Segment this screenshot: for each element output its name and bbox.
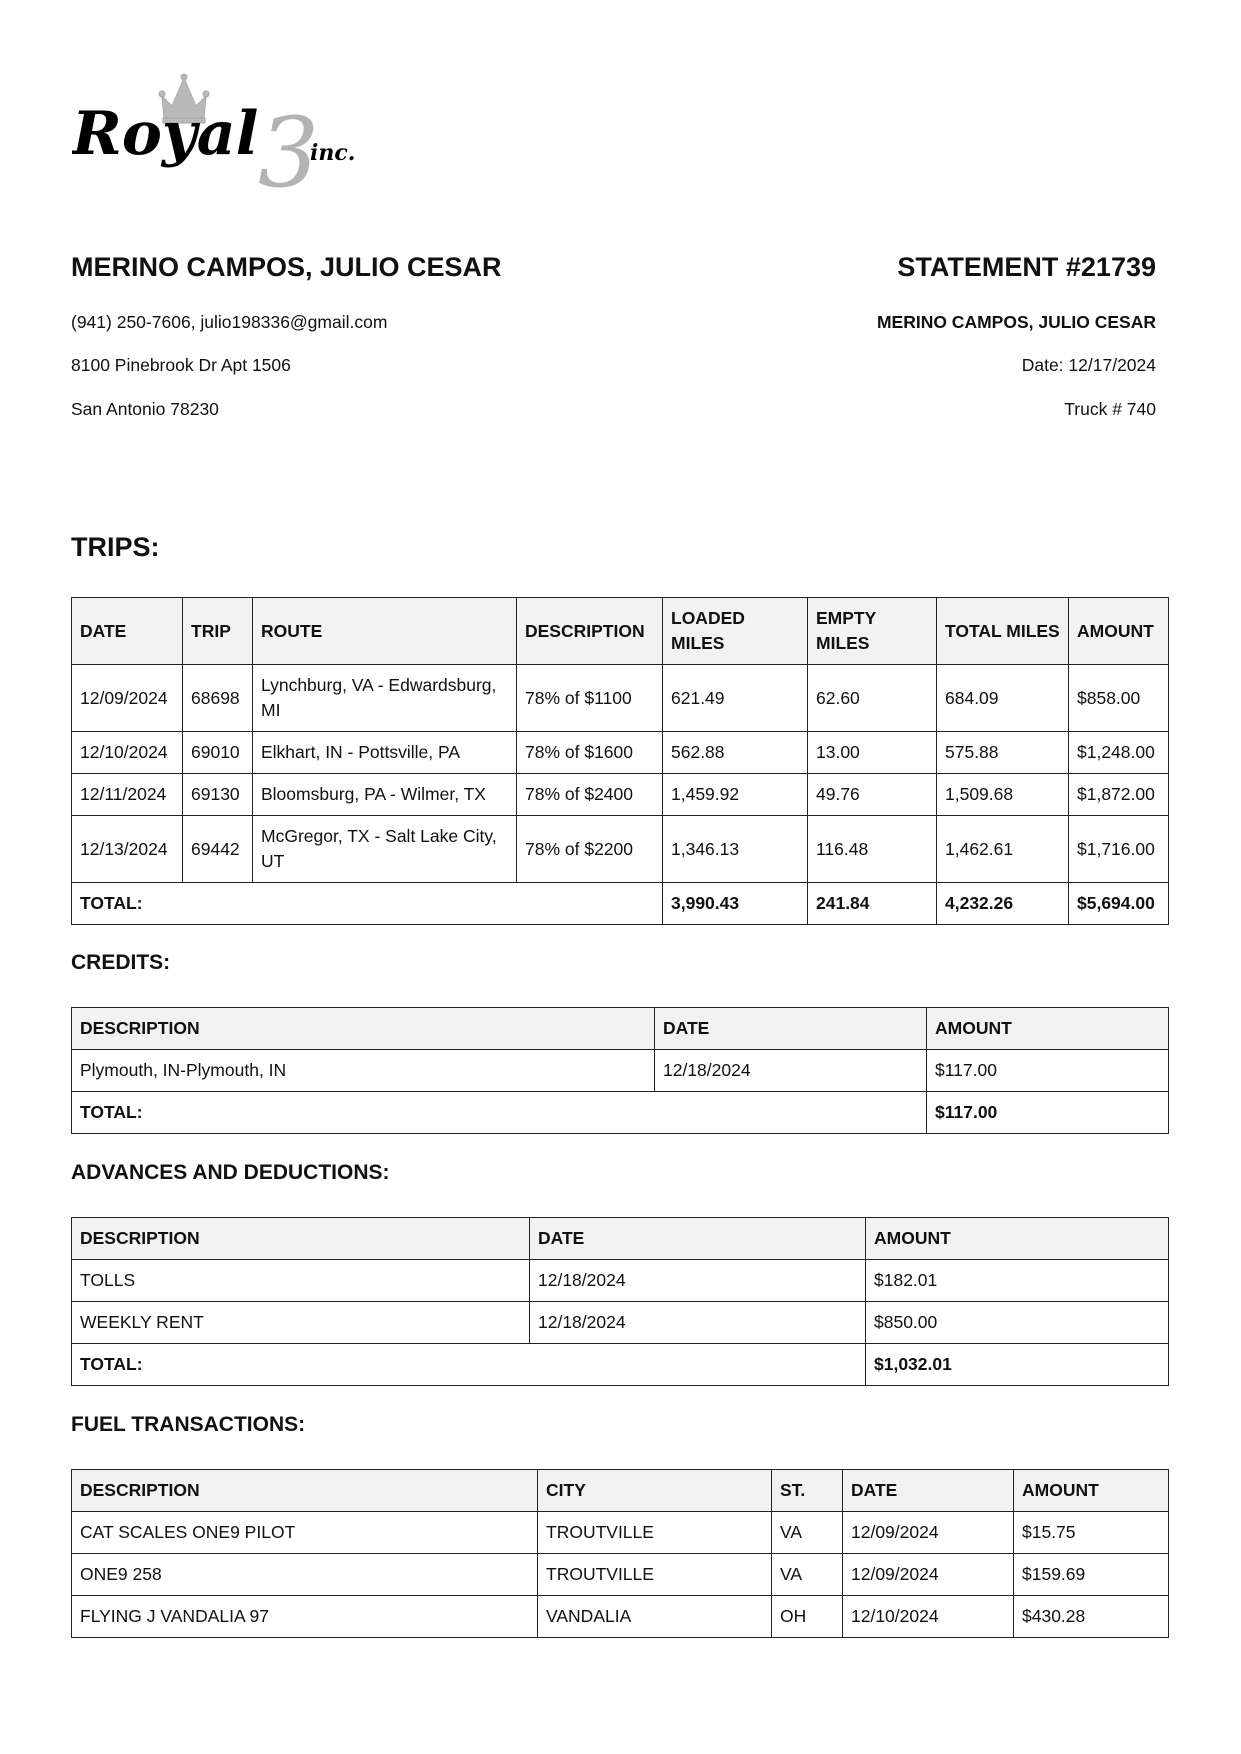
driver-address-line2: San Antonio 78230 [71,399,219,419]
trip-loaded-miles: 1,346.13 [663,816,808,883]
credits-table [71,1007,1169,1134]
advance-description: TOLLS [72,1260,530,1302]
fuel-title: FUEL TRANSACTIONS: [71,1413,306,1436]
advances-total-label: TOTAL: [72,1344,866,1386]
statement-info [876,250,1156,419]
fuel-description: ONE9 258 [72,1554,538,1596]
trip-description: 78% of $1100 [517,665,663,732]
trip-total-miles: 1,462.61 [937,816,1069,883]
credits-total-amount: $117.00 [927,1092,1169,1134]
fuel-city: VANDALIA [538,1596,772,1638]
trip-amount: $1,872.00 [1069,774,1169,816]
statement-driver-name: MERINO CAMPOS, JULIO CESAR [876,312,1156,332]
credits-header-row [72,1008,1169,1050]
table-row [72,665,1169,732]
credits-total-label: TOTAL: [72,1092,927,1134]
credits-title: CREDITS: [71,951,171,974]
trip-number: 68698 [183,665,253,732]
fuel-city: TROUTVILLE [538,1554,772,1596]
trip-total-miles: 1,509.68 [937,774,1069,816]
driver-name: MERINO CAMPOS, JULIO CESAR [71,252,502,282]
trips-title: TRIPS: [71,532,160,562]
statement-title: STATEMENT #21739 [897,252,1156,282]
col-header-total-miles: TOTAL MILES [937,598,1069,665]
trip-amount: $1,248.00 [1069,732,1169,774]
driver-info [71,250,502,419]
table-row [72,1596,1169,1638]
trip-loaded-miles: 562.88 [663,732,808,774]
col-header-amount: AMOUNT [866,1218,1169,1260]
table-row [72,816,1169,883]
trip-date: 12/09/2024 [72,665,183,732]
credit-date: 12/18/2024 [655,1050,927,1092]
trip-loaded-miles: 621.49 [663,665,808,732]
trips-total-empty: 241.84 [808,883,937,925]
truck-number: Truck # 740 [1064,399,1156,419]
trip-date: 12/11/2024 [72,774,183,816]
credit-amount: $117.00 [927,1050,1169,1092]
advances-header-row [72,1218,1169,1260]
col-header-amount: AMOUNT [1014,1470,1169,1512]
credit-description: Plymouth, IN-Plymouth, IN [72,1050,655,1092]
fuel-description: FLYING J VANDALIA 97 [72,1596,538,1638]
trip-loaded-miles: 1,459.92 [663,774,808,816]
table-row [72,1050,1169,1092]
table-row [72,1260,1169,1302]
table-row [72,732,1169,774]
col-header-empty-miles: EMPTY MILES [808,598,937,665]
statement-date: Date: 12/17/2024 [1021,355,1156,375]
trip-total-miles: 684.09 [937,665,1069,732]
trip-number: 69010 [183,732,253,774]
trips-table [71,597,1169,925]
fuel-date: 12/10/2024 [843,1596,1014,1638]
advance-date: 12/18/2024 [530,1302,866,1344]
trip-empty-miles: 13.00 [808,732,937,774]
trip-route: McGregor, TX - Salt Lake City, UT [253,816,517,883]
fuel-table [71,1469,1169,1638]
trip-number: 69442 [183,816,253,883]
fuel-amount: $159.69 [1014,1554,1169,1596]
fuel-amount: $15.75 [1014,1512,1169,1554]
logo-suffix: inc. [310,140,356,166]
fuel-state: OH [772,1596,843,1638]
advance-description: WEEKLY RENT [72,1302,530,1344]
col-header-amount: AMOUNT [1069,598,1169,665]
fuel-date: 12/09/2024 [843,1554,1014,1596]
trip-route: Elkhart, IN - Pottsville, PA [253,732,517,774]
table-row [72,1512,1169,1554]
fuel-description: CAT SCALES ONE9 PILOT [72,1512,538,1554]
advances-total-amount: $1,032.01 [866,1344,1169,1386]
advance-amount: $182.01 [866,1260,1169,1302]
advance-date: 12/18/2024 [530,1260,866,1302]
table-row [72,1302,1169,1344]
trip-amount: $858.00 [1069,665,1169,732]
fuel-state: VA [772,1554,843,1596]
logo-wordmark: Royal [72,99,259,169]
col-header-date: DATE [530,1218,866,1260]
fuel-state: VA [772,1512,843,1554]
trips-total-miles: 4,232.26 [937,883,1069,925]
advances-table [71,1217,1169,1386]
fuel-header-row [72,1470,1169,1512]
col-header-date: DATE [843,1470,1014,1512]
trip-amount: $1,716.00 [1069,816,1169,883]
col-header-description: DESCRIPTION [517,598,663,665]
col-header-date: DATE [72,598,183,665]
table-row [72,1554,1169,1596]
credits-total-row [72,1092,1169,1134]
trips-total-row [72,883,1169,925]
logo-numeral: 3 [258,97,320,194]
trip-empty-miles: 62.60 [808,665,937,732]
driver-contact: (941) 250-7606, julio198336@gmail.com [71,312,388,332]
trip-date: 12/10/2024 [72,732,183,774]
trip-empty-miles: 116.48 [808,816,937,883]
driver-address-line1: 8100 Pinebrook Dr Apt 1506 [71,355,291,375]
trip-date: 12/13/2024 [72,816,183,883]
advances-title: ADVANCES AND DEDUCTIONS: [71,1161,390,1184]
col-header-loaded-miles: LOADED MILES [663,598,808,665]
col-header-description: DESCRIPTION [72,1218,530,1260]
trips-header-row [72,598,1169,665]
trips-total-loaded: 3,990.43 [663,883,808,925]
trip-empty-miles: 49.76 [808,774,937,816]
col-header-description: DESCRIPTION [72,1470,538,1512]
trip-description: 78% of $2200 [517,816,663,883]
trip-route: Bloomsburg, PA - Wilmer, TX [253,774,517,816]
trip-total-miles: 575.88 [937,732,1069,774]
trips-total-amount: $5,694.00 [1069,883,1169,925]
col-header-description: DESCRIPTION [72,1008,655,1050]
trip-number: 69130 [183,774,253,816]
trip-route: Lynchburg, VA - Edwardsburg, MI [253,665,517,732]
col-header-trip: TRIP [183,598,253,665]
fuel-date: 12/09/2024 [843,1512,1014,1554]
col-header-route: ROUTE [253,598,517,665]
col-header-amount: AMOUNT [927,1008,1169,1050]
col-header-date: DATE [655,1008,927,1050]
fuel-amount: $430.28 [1014,1596,1169,1638]
trip-description: 78% of $2400 [517,774,663,816]
advance-amount: $850.00 [866,1302,1169,1344]
table-row [72,774,1169,816]
company-logo [72,74,392,194]
advances-total-row [72,1344,1169,1386]
col-header-state: ST. [772,1470,843,1512]
col-header-city: CITY [538,1470,772,1512]
fuel-city: TROUTVILLE [538,1512,772,1554]
trip-description: 78% of $1600 [517,732,663,774]
trips-total-label: TOTAL: [72,883,663,925]
